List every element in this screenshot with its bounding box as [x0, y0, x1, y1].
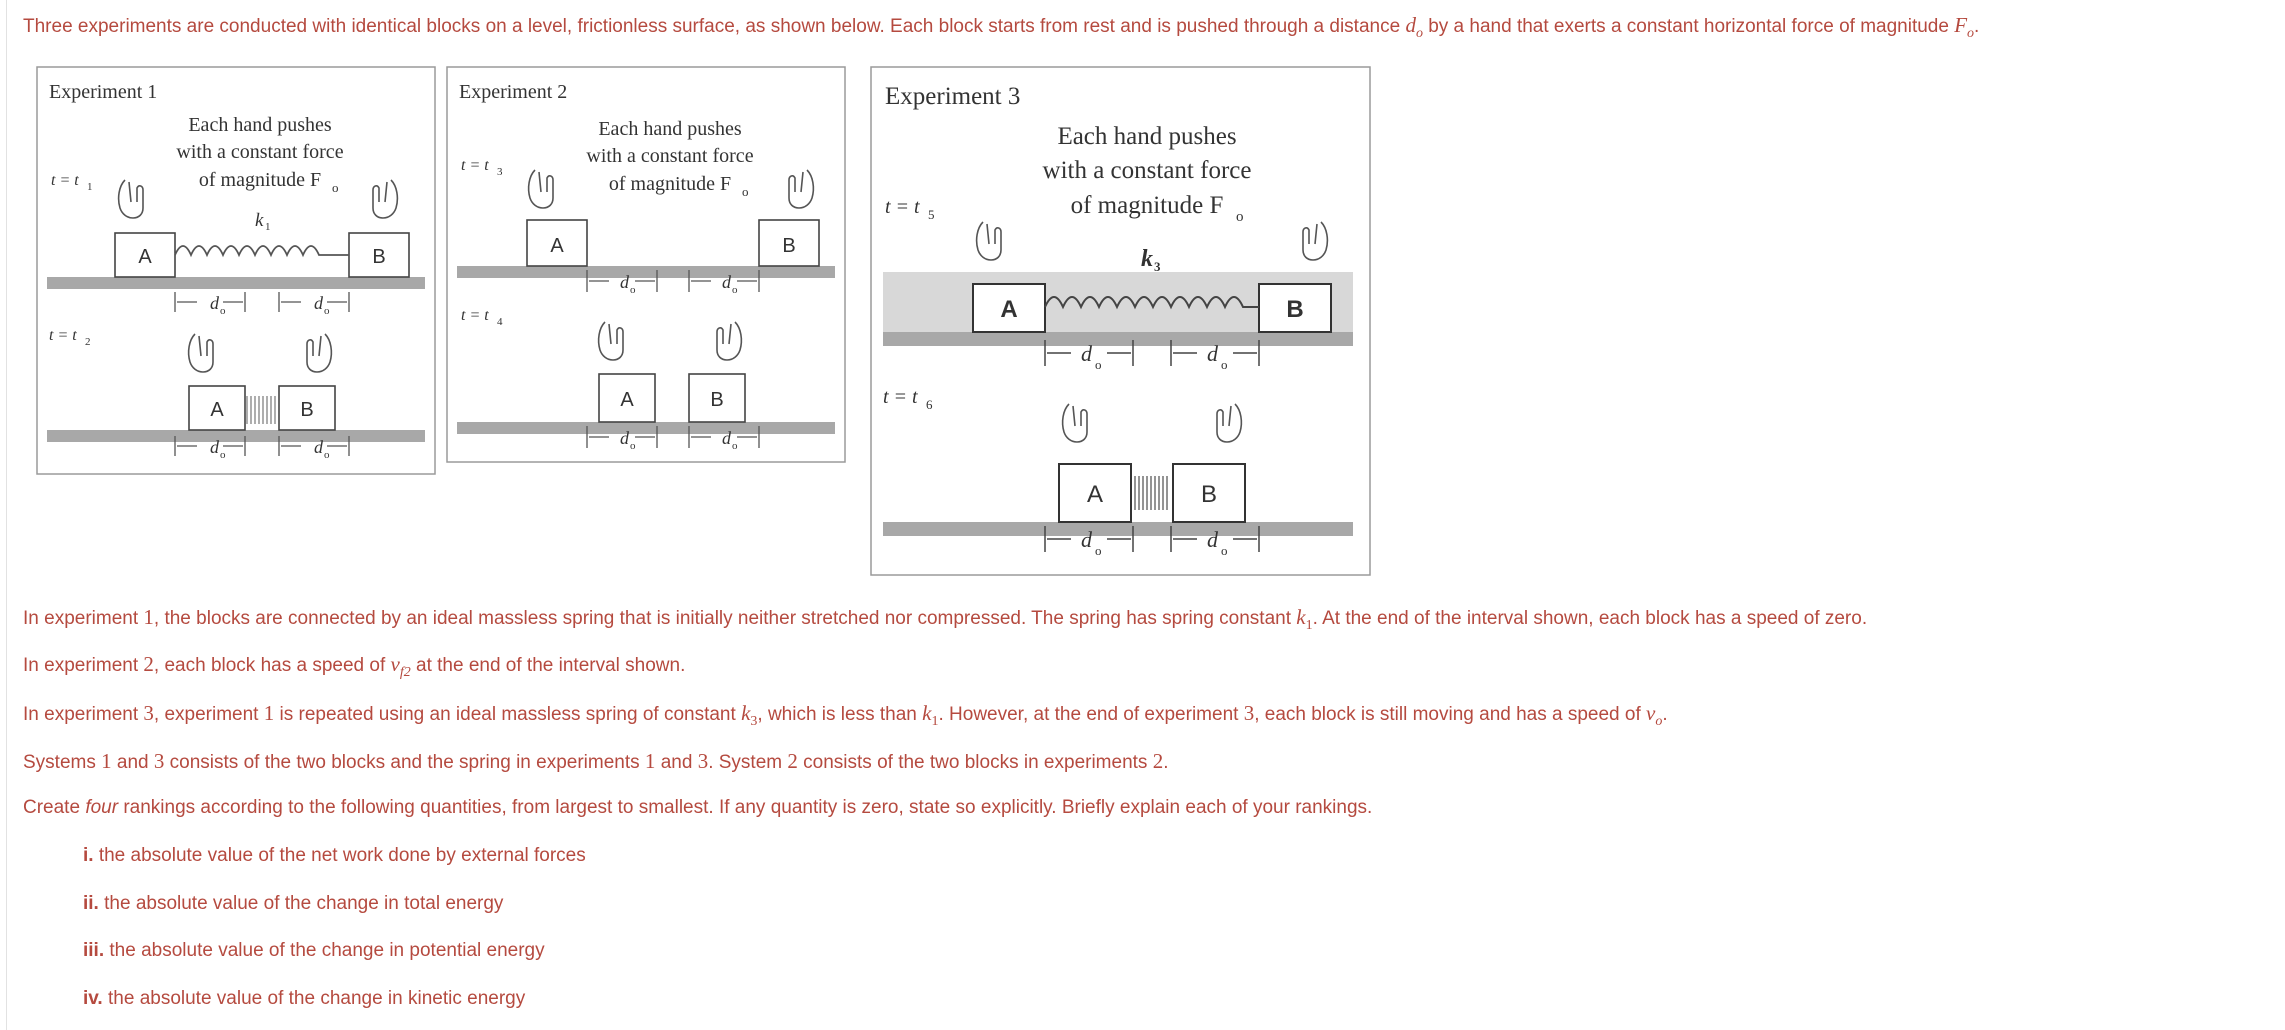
exp1-ground-top — [47, 277, 425, 289]
exp1-caption-sub: o — [332, 180, 339, 195]
svg-text:1: 1 — [265, 221, 271, 233]
experiment-1-paragraph: In experiment 1, the blocks are connected by an ideal massless spring that is initially neither stretched nor compressed. The spring has spring constant $k_1$. At the end of the interval shown, each block has a speed of zero. — [23, 605, 1868, 634]
systems-paragraph: Systems 1 and 3 consists of the two blocks and the spring in experiments 1 and 3. System 2 consists of the two blocks in experiments 2. — [23, 749, 1169, 773]
experiment-2-title: Experiment 2 — [459, 81, 568, 103]
svg-text:2: 2 — [85, 336, 91, 348]
svg-text:B: B — [300, 399, 314, 421]
experiment-3-paragraph: In experiment 3, experiment 1 is repeated using an ideal massless spring of constant $k_3$, which is less than $k_1$. However, at the end of experiment 3, each block is still moving and has a speed of $v_o$. — [23, 701, 1668, 730]
experiment-1-title: Experiment 1 — [49, 81, 158, 103]
experiment-1-panel — [37, 67, 435, 474]
svg-text:o: o — [220, 305, 226, 317]
exp3-ground-bottom — [883, 522, 1353, 536]
exp1-caption-line2: with a constant force — [176, 141, 344, 163]
svg-text:o: o — [742, 184, 749, 199]
svg-text:d: d — [620, 272, 629, 292]
exp3-caption-line2: with a constant force — [1042, 157, 1252, 184]
svg-text:A: A — [210, 399, 224, 421]
svg-text:B: B — [782, 235, 796, 257]
exp2-caption-line3: of magnitude F — [608, 173, 732, 195]
exp2-caption-line2: with a constant force — [586, 145, 754, 167]
svg-text:d: d — [1207, 527, 1218, 552]
svg-text:o: o — [1221, 357, 1228, 372]
exp1-caption-line1: Each hand pushes — [188, 114, 332, 136]
exp3-ground-top — [883, 332, 1353, 346]
intro-paragraph: Three experiments are conducted with identical blocks on a level, frictionless surface, as shown below. Each block starts from rest and is pushed through a distance $d_o$ by a hand that exerts a constant horizontal force of magnitude $F_o$. — [23, 13, 1980, 42]
ranking-item-ii: ii. the absolute value of the change in total energy — [83, 893, 504, 914]
svg-text:B: B — [1286, 296, 1304, 323]
exp3-caption-line1: Each hand pushes — [1057, 123, 1237, 150]
experiment-3-panel — [871, 67, 1370, 575]
svg-text:d: d — [314, 437, 323, 457]
svg-text:B: B — [710, 389, 724, 411]
svg-text:5: 5 — [928, 207, 935, 222]
experiment-2-panel — [447, 67, 845, 462]
svg-text:A: A — [138, 246, 152, 268]
svg-text:o: o — [732, 284, 738, 296]
exp3-time-label-bottom: t = t — [883, 386, 918, 408]
exp1-time-label-top: t = t — [51, 172, 79, 189]
exp2-ground-bottom — [457, 422, 835, 434]
svg-text:3: 3 — [1154, 259, 1161, 274]
svg-text:o: o — [1095, 543, 1102, 558]
svg-text:A: A — [1086, 481, 1104, 508]
svg-text:o: o — [220, 449, 226, 461]
svg-text:o: o — [1095, 357, 1102, 372]
svg-text:o: o — [732, 440, 738, 452]
exp3-time-label-top: t = t — [885, 196, 920, 218]
exp1-spring-label: k — [255, 210, 264, 231]
exp3-caption-line3: of magnitude F — [1070, 192, 1224, 219]
svg-text:o: o — [324, 305, 330, 317]
question-page — [6, 0, 2285, 1030]
ranking-item-iv: iv. the absolute value of the change in kinetic energy — [83, 988, 526, 1009]
svg-text:A: A — [620, 389, 634, 411]
svg-text:4: 4 — [497, 316, 503, 328]
svg-text:d: d — [314, 293, 323, 313]
symbol-d: $d_o$ — [1405, 13, 1423, 42]
svg-text:6: 6 — [926, 397, 933, 412]
symbol-f: $F_o$ — [1954, 13, 1975, 42]
exp1-caption-line3: of magnitude F — [198, 169, 322, 191]
svg-text:d: d — [1081, 341, 1092, 366]
svg-text:d: d — [210, 437, 219, 457]
svg-text:o: o — [1236, 209, 1244, 225]
experiment-3-title: Experiment 3 — [885, 83, 1021, 110]
exp2-time-label-top: t = t — [461, 157, 489, 174]
exp2-ground-top — [457, 266, 835, 278]
intro-text-2: by a hand that exerts a constant horizontal force of magnitude — [1422, 16, 1955, 37]
svg-text:o: o — [630, 284, 636, 296]
exp2-caption-line1: Each hand pushes — [598, 118, 742, 140]
ranking-item-i: i. the absolute value of the net work done by external forces — [83, 845, 586, 866]
svg-text:3: 3 — [497, 166, 503, 178]
svg-text:A: A — [550, 235, 564, 257]
instructions-paragraph: Create four rankings according to the following quantities, from largest to smallest. If any quantity is zero, state so explicitly. Briefly explain each of your rankings. — [23, 797, 1373, 818]
experiments-figure — [7, 0, 2285, 1030]
svg-text:d: d — [1207, 341, 1218, 366]
svg-text:o: o — [1221, 543, 1228, 558]
exp2-time-label-bottom: t = t — [461, 307, 489, 324]
svg-text:o: o — [324, 449, 330, 461]
ranking-item-iii: iii. the absolute value of the change in potential energy — [83, 940, 545, 961]
svg-text:d: d — [210, 293, 219, 313]
svg-text:d: d — [722, 272, 731, 292]
intro-text-1: Three experiments are conducted with identical blocks on a level, frictionless surface, as shown below. Each block starts from rest and is pushed through a distance — [23, 16, 1406, 37]
svg-text:d: d — [722, 428, 731, 448]
exp1-ground-bottom — [47, 430, 425, 442]
svg-text:B: B — [1200, 481, 1218, 508]
svg-text:o: o — [630, 440, 636, 452]
svg-text:d: d — [620, 428, 629, 448]
exp3-spring-label: k — [1141, 246, 1153, 272]
svg-text:d: d — [1081, 527, 1092, 552]
svg-text:A: A — [1000, 296, 1018, 323]
exp1-time-label-bottom: t = t — [49, 327, 77, 344]
svg-text:1: 1 — [87, 181, 93, 193]
experiment-2-paragraph: In experiment 2, each block has a speed of $v_{f2}$ at the end of the interval shown. — [23, 652, 686, 681]
svg-text:B: B — [372, 246, 386, 268]
